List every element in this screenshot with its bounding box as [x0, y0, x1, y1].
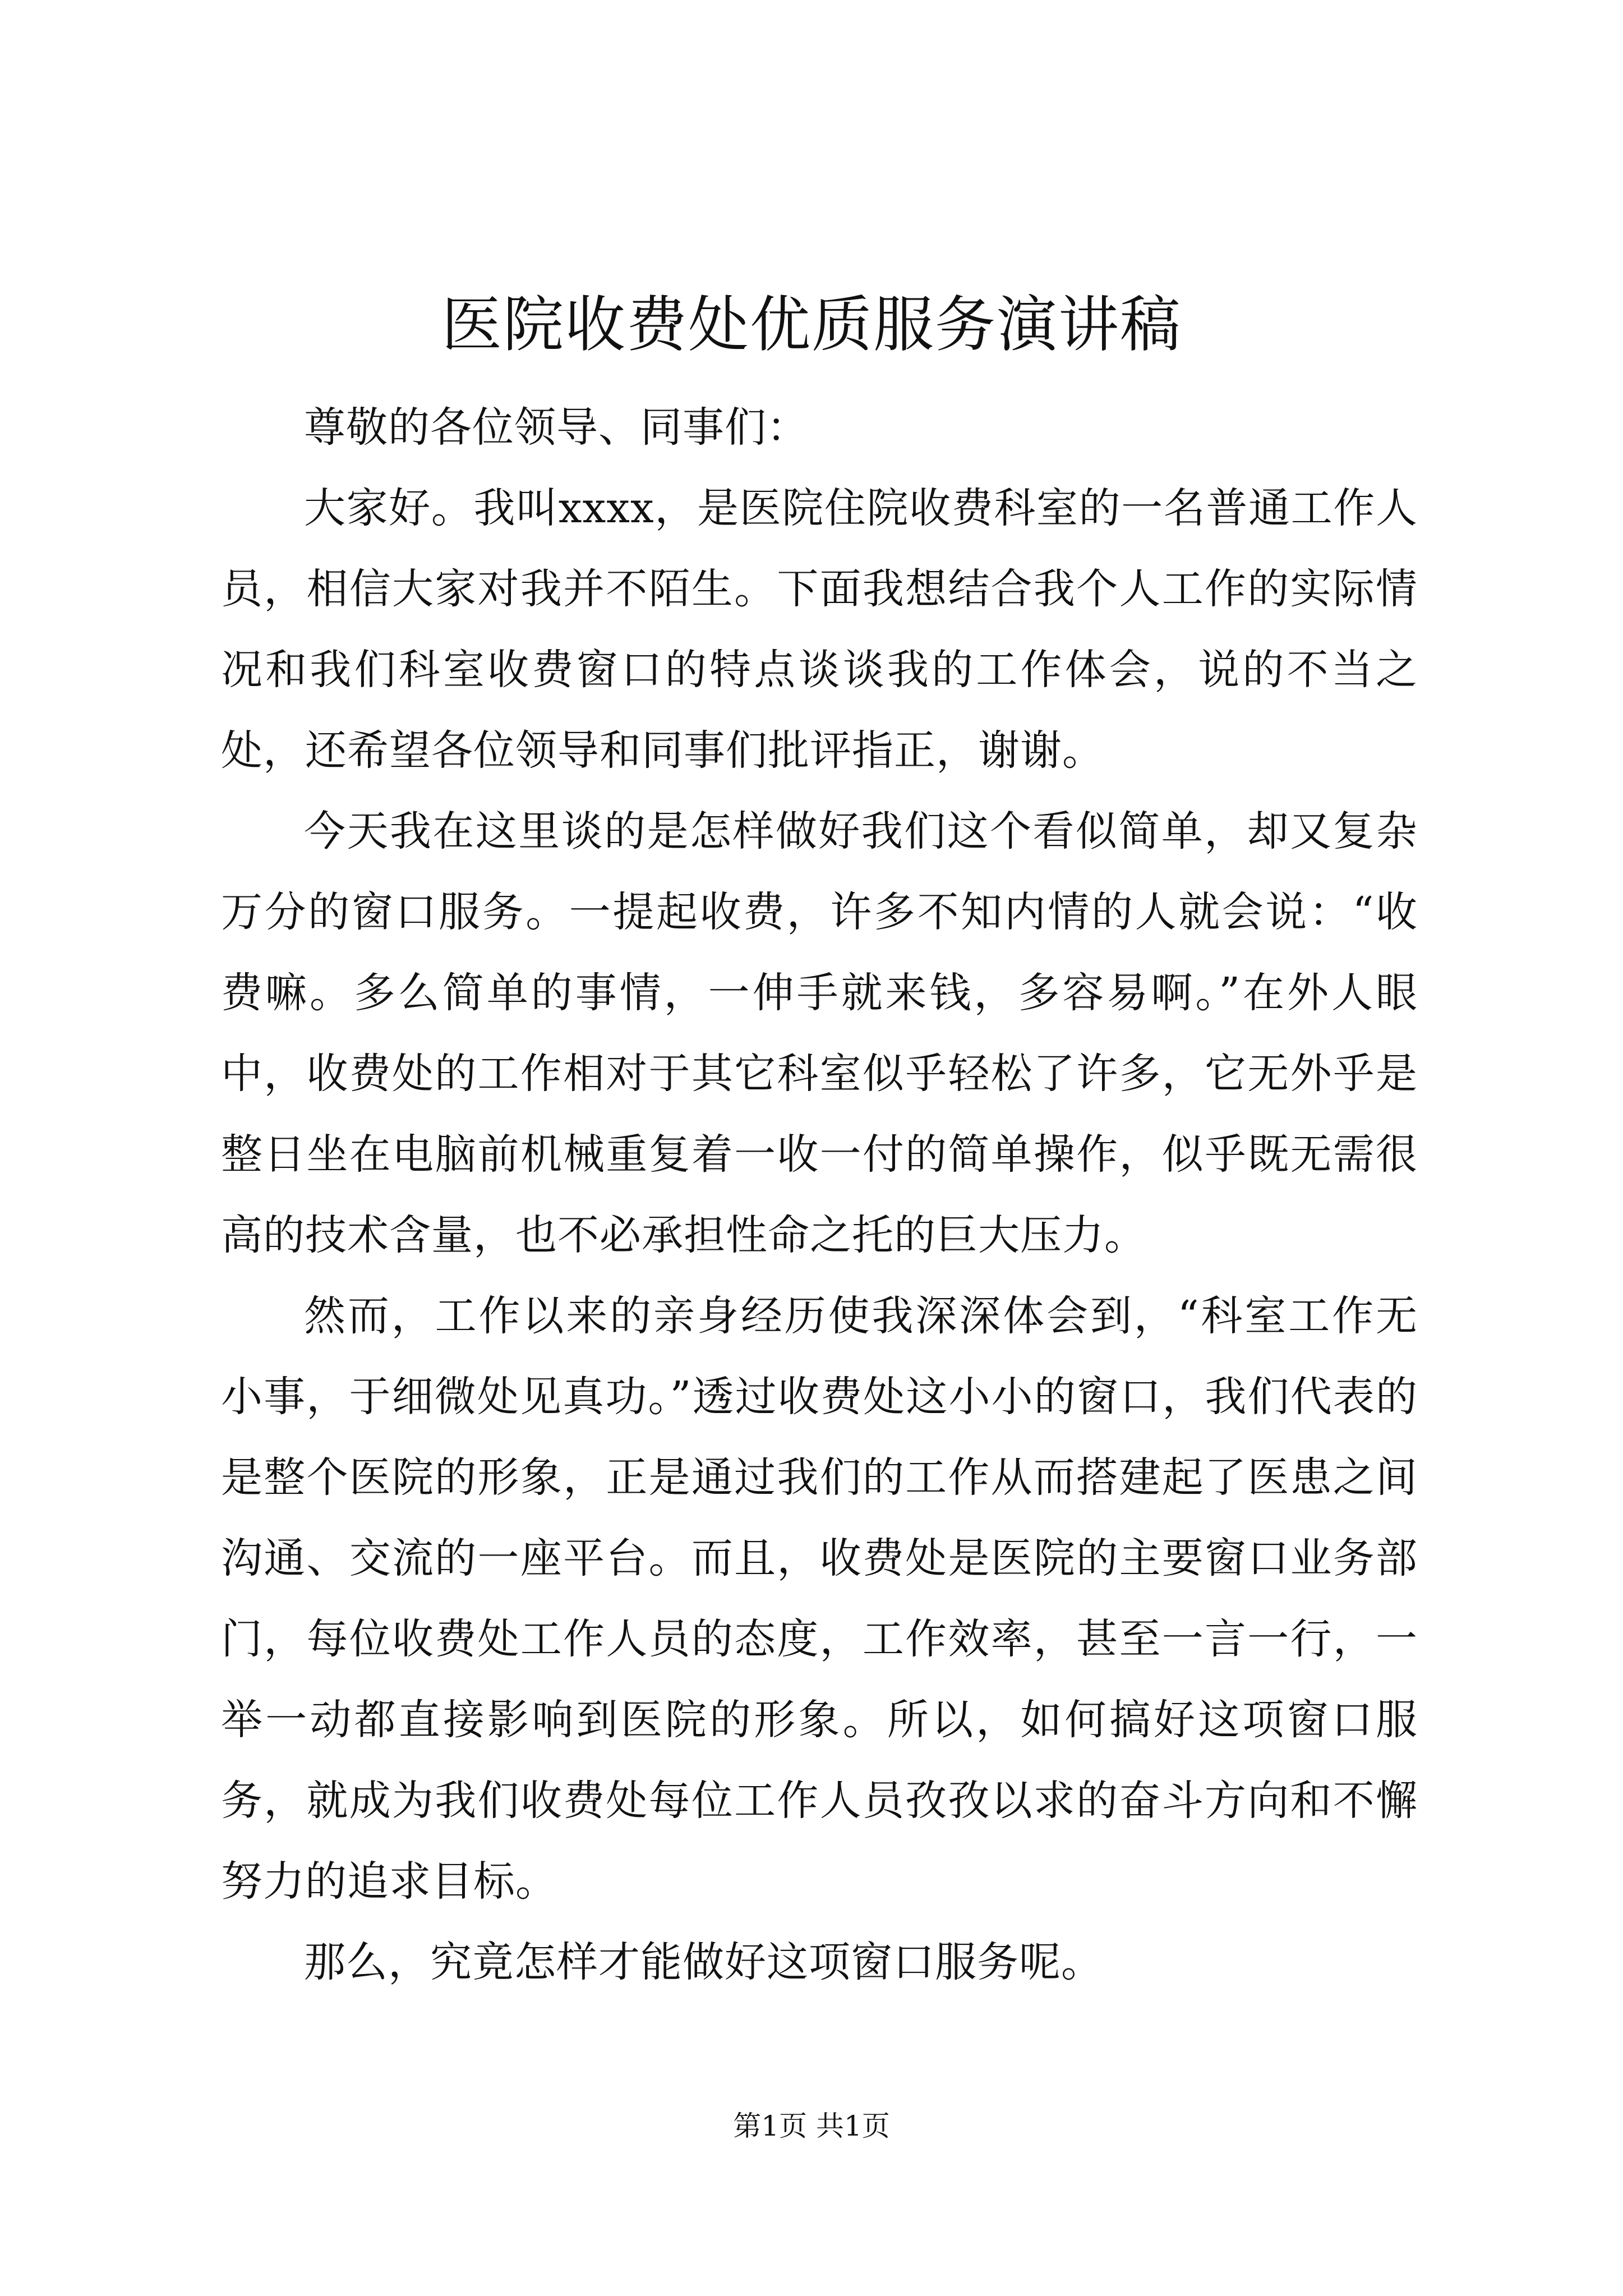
document-body [221, 387, 1418, 2003]
body-paragraph: 那么，究竟怎样才能做好这项窗口服务呢。 [304, 1938, 1103, 1986]
document-title: 医院收费处优质服务演讲稿 [441, 290, 1182, 360]
body-paragraph: 今天我在这里谈的是怎样做好我们这个看似简单，却又复杂万分的窗口服务。一提起收费，许多不知内情的人就会说：“收费嘛。多么简单的事情，一伸手就来钱，多容易啊。”在外人眼中，收费处的工作相对于其它科室似乎轻松了许多，它无外乎是整日坐在电脑前机械重复着一收一付的简单操作，似乎既无需很高的技术含量，也不必承担性命之托的巨大压力。 [221, 807, 1418, 1259]
body-paragraph: 然而，工作以来的亲身经历使我深深体会到，“科室工作无小事，于细微处见真功。”透过收费处这小小的窗口，我们代表的是整个医院的形象，正是通过我们的工作从而搭建起了医患之间沟通、交流的一座平台。而且，收费处是医院的主要窗口业务部门，每位收费处工作人员的态度，工作效率，甚至一言一行，一举一动都直接影响到医院的形象。所以，如何搞好这项窗口服务，就成为我们收费处每位工作人员孜孜以求的奋斗方向和不懈努力的追求目标。 [221, 1292, 1418, 1906]
page-footer: 第1页 共1页 [733, 2110, 890, 2142]
salutation-paragraph: 尊敬的各位领导、同事们： [304, 403, 809, 452]
body-paragraph: 大家好。我叫xxxx，是医院住院收费科室的一名普通工作人员，相信大家对我并不陌生。下面我想结合我个人工作的实际情况和我们科室收费窗口的特点谈谈我的工作体会，说的不当之处，还希望各位领导和同事们批评指正，谢谢。 [221, 484, 1418, 775]
